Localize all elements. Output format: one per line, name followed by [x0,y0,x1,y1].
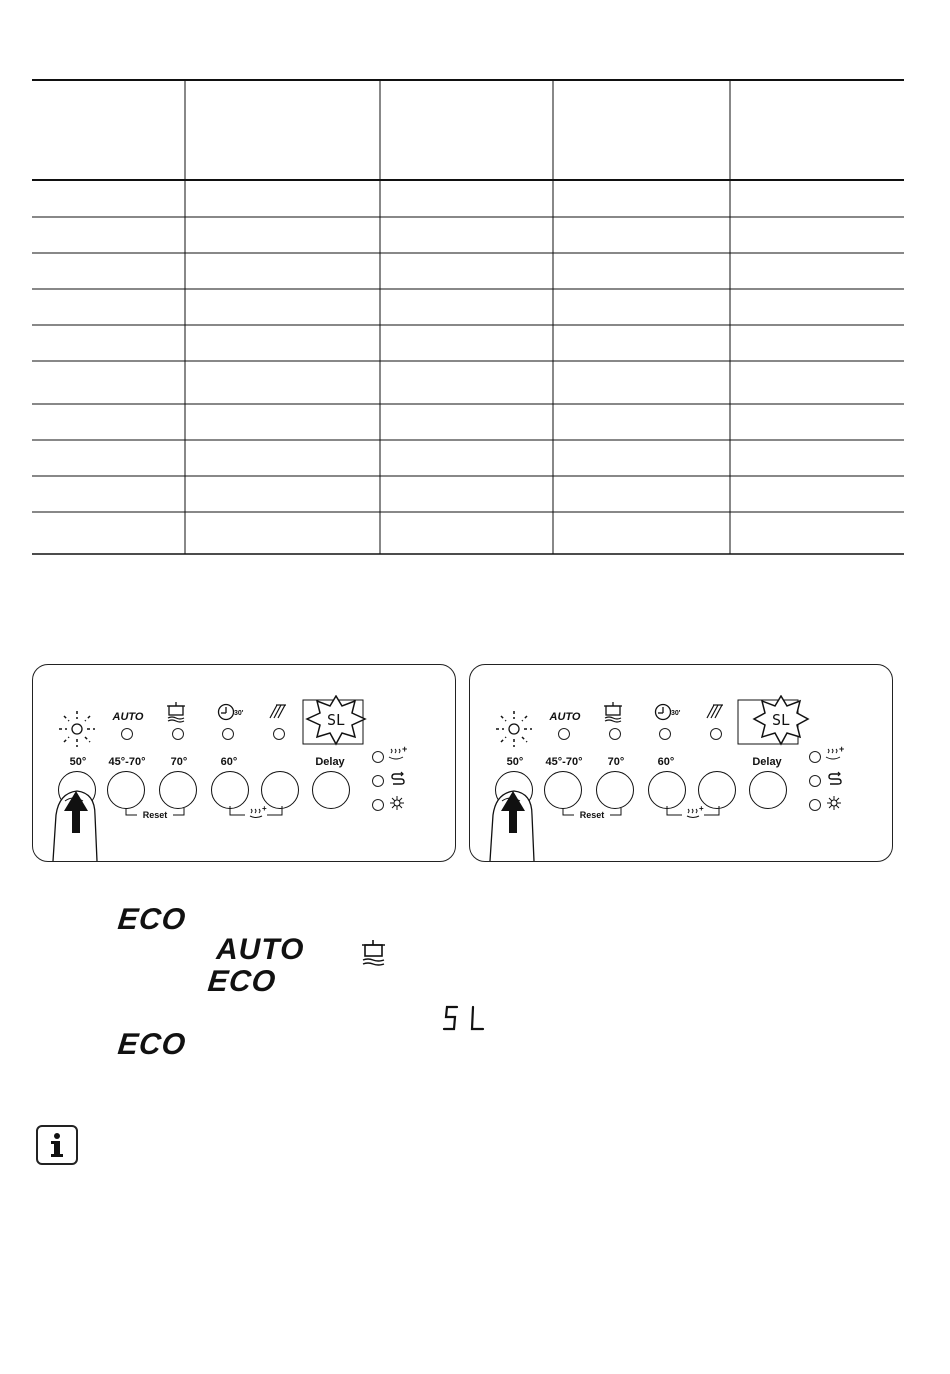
steam-led [809,751,821,763]
button-label-70: 70° [170,756,188,768]
steam-bracket [666,805,720,821]
glass-led [273,728,285,740]
finger-press-icon [51,775,101,861]
display-code-sl [441,1004,489,1032]
display-code: SL [771,711,791,729]
svg-text:+: + [839,744,845,754]
button-label-70: 70° [607,756,625,768]
salt-led [372,799,384,811]
eco-icon-1: ECO [116,903,188,936]
rinse-aid-led [809,775,821,787]
pot-led [172,728,184,740]
control-panel-left [32,664,456,862]
button-70[interactable] [596,771,634,809]
eco-icon-2: ECO [206,965,278,998]
button-45-70[interactable] [544,771,582,809]
salt-icon [826,795,842,811]
control-panel-right [469,664,893,862]
button-label-delay: Delay [752,756,782,768]
pot-icon [360,937,388,967]
auto-led [558,728,570,740]
steam-plus-icon [388,744,410,764]
svg-text:+: + [699,805,704,813]
rinse-aid-led [372,775,384,787]
quick-led [659,728,671,740]
clock-30-icon [654,703,684,723]
display-window [736,695,810,747]
program-table [32,79,904,555]
button-60[interactable] [648,771,686,809]
salt-led [809,799,821,811]
svg-text:+: + [262,805,267,813]
button-label-delay: Delay [315,756,345,768]
finger-press-icon [488,775,538,861]
eco-icon-3: ECO [116,1028,188,1061]
button-60[interactable] [211,771,249,809]
eco-sun-icon [57,707,97,747]
display-code-text: SL [441,1004,443,1005]
display-window [299,695,373,747]
svg-text:30': 30' [234,710,244,717]
glass-icon [704,702,726,722]
button-delay[interactable] [749,771,787,809]
svg-text:30': 30' [671,710,681,717]
glass-led [710,728,722,740]
button-45-70[interactable] [107,771,145,809]
reset-label: Reset [142,810,168,820]
salt-icon [389,795,405,811]
auto-icon: AUTO [216,933,305,966]
steam-plus-icon [825,744,847,764]
button-label-60: 60° [657,756,675,768]
table-lines [32,79,904,555]
steam-bracket [229,805,283,821]
button-label-50: 50° [69,756,87,768]
button-plus[interactable] [698,771,736,809]
display-code: SL [326,711,346,729]
button-label-45-70: 45°-70° [108,756,146,768]
pot-icon [603,700,623,724]
quick-led [222,728,234,740]
svg-text:+: + [402,744,408,754]
eco-sun-icon [494,707,534,747]
button-label-60: 60° [220,756,238,768]
button-plus[interactable] [261,771,299,809]
rinse-aid-icon [827,771,843,787]
button-label-45-70: 45°-70° [545,756,583,768]
auto-label: AUTO [549,711,581,723]
pot-icon [166,700,186,724]
reset-label: Reset [579,810,605,820]
auto-label: AUTO [112,711,144,723]
clock-30-icon [217,703,247,723]
button-label-50: 50° [506,756,524,768]
auto-led [121,728,133,740]
pot-led [609,728,621,740]
button-delay[interactable] [312,771,350,809]
glass-icon [267,702,289,722]
steam-led [372,751,384,763]
button-70[interactable] [159,771,197,809]
rinse-aid-icon [390,771,406,787]
info-icon [36,1125,78,1165]
